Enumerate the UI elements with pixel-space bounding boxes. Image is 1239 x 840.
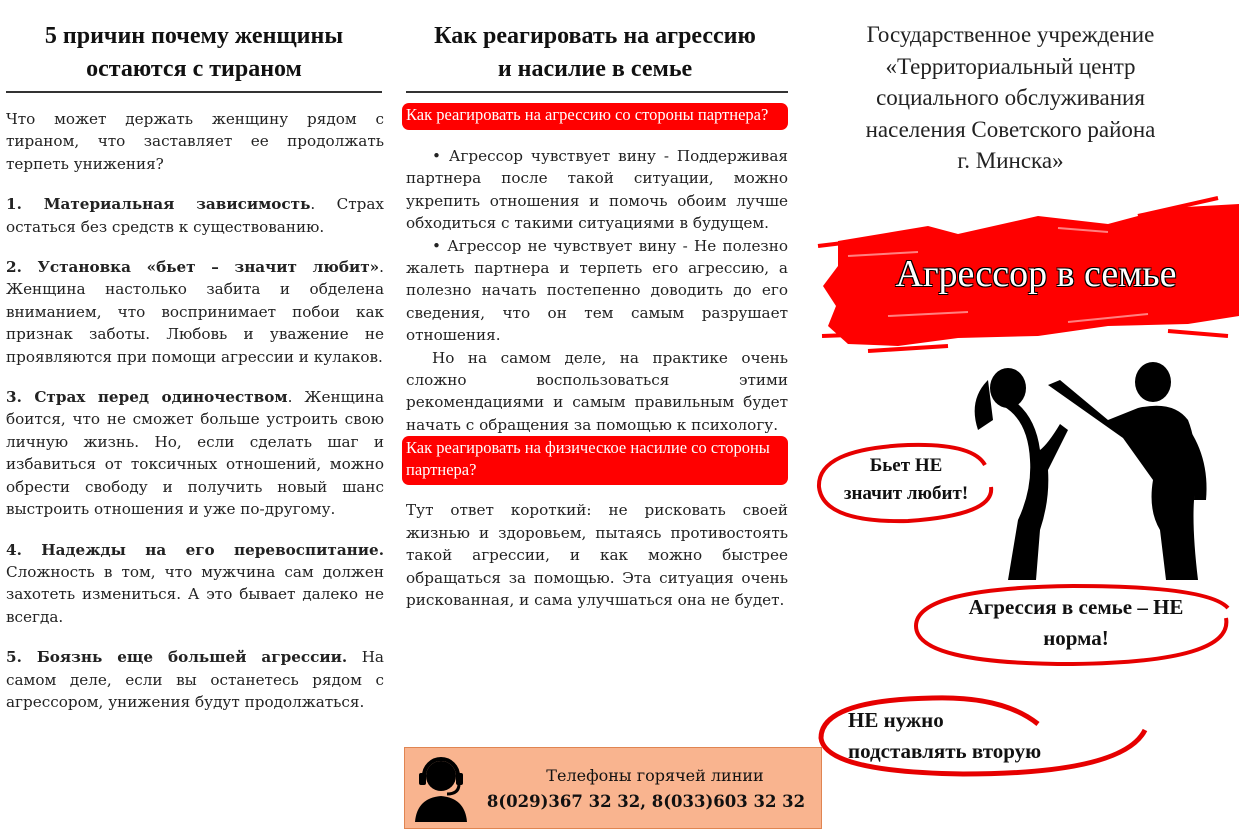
oval-1-line1: Бьет НЕ [869, 455, 943, 476]
reason-2 [0, 256, 388, 368]
bullet-guilt: • Агрессор чувствует вину - Поддерживая партнера после такой ситуации, можно укрепить отношения и помочь обоим лучше обходиться с такими ситуациями в будущем. [406, 147, 788, 233]
org-line-5: г. Минска» [957, 148, 1064, 173]
left-heading-line1: 5 причин почему женщины [44, 23, 344, 49]
middle-heading-line2: и насилие в семье [497, 56, 693, 82]
left-intro: Что может держать женщину рядом с тираном, что заставляет ее продолжать терпеть унижения? [6, 110, 384, 173]
reason-2-text: . Женщина настолько забита и обделена вниманием, что воспринимает побои как признак заботы. Любовь и уважение не проявляются при помощи агрессии и кулаков. [6, 258, 384, 366]
org-line-1: Государственное учреждение [866, 22, 1155, 47]
reason-3-text: . Женщина боится, что не сможет больше устроить свою личную жизнь. Но, если сделать шаг и избавиться от токсичных отношений, можно обрести свободу и получить новый шанс выстроить отношения и уже по-другому. [6, 388, 384, 519]
oval-1-text [826, 452, 986, 508]
short-answer-paragraph: Тут ответ короткий: не рисковать своей жизнью и здоровьем, пытаясь противостоять такой агрессии, и как можно быстрее обращаться за помощью. Эта ситуация очень рискованная, и сама улучшаться она не будет. [406, 501, 788, 609]
middle-column [402, 0, 788, 611]
org-line-4: населения Советского района [865, 116, 1156, 142]
left-column [0, 0, 388, 713]
hotline-title: Телефоны горячей линии [546, 766, 764, 785]
hotline-box [404, 747, 822, 829]
left-heading-rule [6, 91, 382, 93]
org-line-3: социального обслуживания [876, 85, 1145, 110]
middle-heading-rule [406, 91, 788, 93]
bullet-no-guilt: • Агрессор не чувствует вину - Не полезно жалеть партнера и терпеть его агрессию, а полезно начать постепенно доводить до его сведения, что он тем самым разрушает отношения. [406, 236, 788, 345]
reason-1-text: . Страх остаться без средств к существованию. [6, 195, 384, 236]
reason-4-title: 4. Надежды на его перевоспитание. [6, 540, 384, 559]
oval-3-line2: подставлять вторую [848, 739, 1042, 763]
practice-paragraph: Но на самом деле, на практике очень сложно воспользоваться этими рекомендациями и самым правильным будет начать с обращения за помощью к психологу. [406, 348, 788, 434]
partner-aggression-bar: Как реагировать на агрессию со стороны партнера? [402, 103, 788, 130]
oval-2-line2: норма! [1043, 626, 1109, 650]
reason-4 [0, 539, 388, 629]
org-line-2: «Территориальный центр [885, 53, 1136, 79]
banner-title: Агрессор в семье [895, 253, 1177, 295]
reason-1-title: 1. Материальная зависимость [6, 195, 311, 214]
reason-2-title: 2. Установка «бьет – значит любит» [6, 258, 380, 277]
middle-heading-line1: Как реагировать на агрессию [434, 23, 756, 49]
oval-2-text [936, 592, 1216, 654]
oval-1-line2: значит любит! [843, 483, 969, 504]
reason-5 [0, 646, 388, 713]
reason-5-title: 5. Боязнь еще большей агрессии. [6, 648, 348, 667]
oval-2-line1: Агрессия в семье – НЕ [968, 595, 1184, 619]
hotline-phones: 8(029)367 32 32, 8(033)603 32 32 [486, 792, 806, 811]
left-heading-line2: остаются с тираном [86, 56, 302, 82]
middle-heading [402, 20, 788, 86]
headset-person-icon [411, 754, 471, 822]
reason-4-text: Сложность в том, что мужчина сам должен захотеть измениться. А это бывает далеко не всегда. [6, 562, 384, 626]
reason-3-title: 3. Страх перед одиночеством [6, 388, 288, 407]
left-heading [0, 20, 388, 86]
physical-violence-bar: Как реагировать на физическое насилие со стороны партнера? [402, 436, 788, 485]
oval-3-line1: НЕ нужно [848, 708, 944, 732]
reason-1 [0, 193, 388, 238]
reason-5-text: На самом деле, если вы останетесь рядом с агрессором, унижения будут продолжаться. [6, 648, 384, 711]
reason-3 [0, 386, 388, 520]
oval-3-text [848, 705, 1088, 767]
organization-name [808, 19, 1213, 177]
right-column [808, 0, 1239, 840]
